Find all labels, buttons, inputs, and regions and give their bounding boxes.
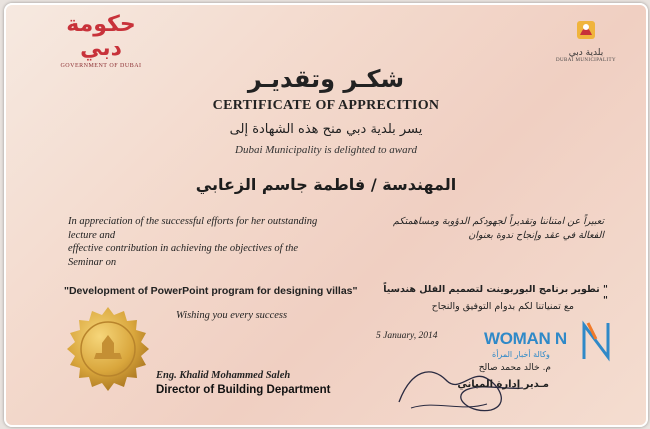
government-of-dubai-logo: [46, 13, 156, 69]
award-line-arabic: يسر بلدية دبي منح هذه الشهادة إلى: [229, 122, 423, 137]
signatory-name-english: Eng. Khalid Mohammed Saleh: [156, 370, 291, 381]
watermark-brand: WOMAN N: [484, 329, 567, 348]
award-line-english: Dubai Municipality is delighted to award: [235, 144, 417, 156]
wish-line-arabic: مع تمنياتنا لكم بدوام التوفيق والنجاح: [431, 301, 574, 312]
wish-line-english: Wishing you every success: [176, 310, 288, 321]
gold-seal-icon: [64, 305, 152, 393]
certificate-date: 5 January, 2014: [376, 331, 438, 341]
municipality-emblem-icon: [571, 17, 601, 41]
seminar-topic-english: "Development of PowerPoint program for designing villas": [64, 285, 358, 297]
government-logo-arabic: حكومة دبي: [66, 12, 136, 61]
recipient-name: المهندسة / فاطمة جاسم الزعابي: [195, 175, 457, 194]
municipality-logo-english: DUBAI MUNICIPALITY: [556, 58, 616, 63]
signatory-name-arabic: م. خالد محمد صالح: [478, 363, 551, 373]
title-english: CERTIFICATE OF APPRECITION: [212, 98, 440, 113]
signatory-title-arabic: مـدير إدارة المباني: [457, 379, 549, 390]
title-arabic: شكـر وتقديـر: [247, 65, 405, 93]
body-text-arabic: [376, 215, 604, 243]
watermark-n-logo-icon: [574, 319, 618, 363]
womanews-watermark: [484, 319, 642, 369]
signatory-title-english: Director of Building Department: [156, 384, 331, 396]
municipality-logo-arabic: بلدية دبي: [568, 48, 604, 58]
body-en-line: effective contribution in achieving the objectives of the: [68, 243, 299, 254]
body-en-line: In appreciation of the successful efforts for her outstanding: [68, 216, 318, 227]
body-en-line: Seminar on: [68, 256, 117, 268]
body-text-english: [68, 215, 356, 269]
dubai-municipality-logo: [541, 17, 631, 63]
body-ar-line: تعبيراً عن امتناننا وتقديراً لجهودكم الدؤوبة ومساهمتكم: [393, 216, 604, 227]
body-en-line: lecture and: [68, 229, 116, 241]
watermark-subtitle: وكالة أخبار المرأة: [492, 350, 550, 359]
seminar-topic-arabic: " تطوير برنامج البوربوينت لتصميم الفلل هندسياً ": [383, 284, 608, 306]
body-ar-line: الفعالة في عقد وإنجاح ندوة بعنوان: [468, 230, 604, 241]
government-logo-english: GOVERNMENT OF DUBAI: [60, 63, 142, 69]
certificate: [4, 3, 648, 427]
